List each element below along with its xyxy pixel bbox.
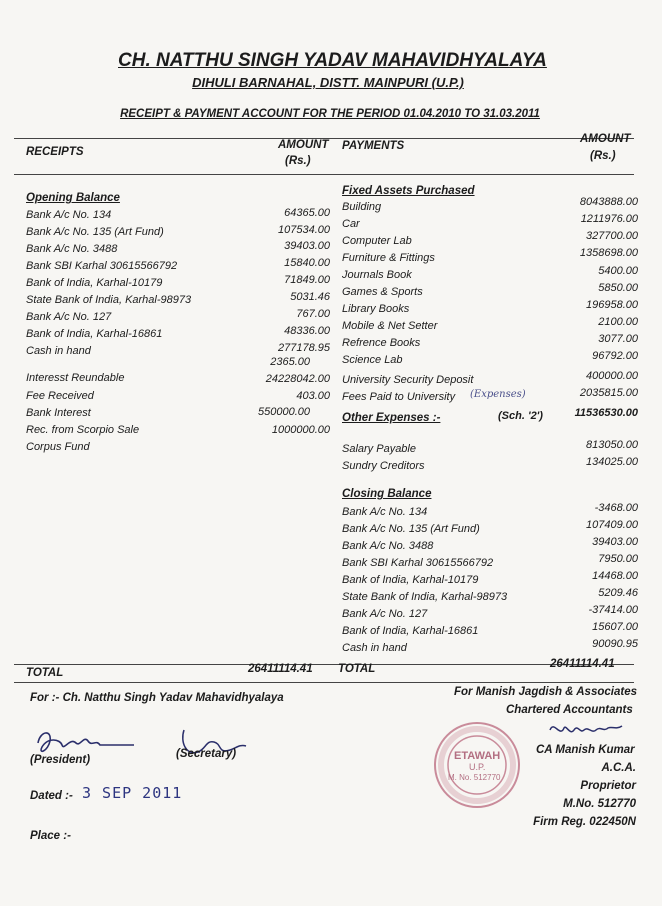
receipt-label: Bank of India, Karhal-16861 [26,328,163,340]
closing-label: Cash in hand [342,642,407,654]
payments-amount-header: AMOUNT [580,133,631,145]
schedule-ref: (Sch. '2') [498,410,543,422]
receipt-amount: 48336.00 [284,325,330,337]
receipt-label: Bank of India, Karhal-10179 [26,277,163,289]
payment-amount: 2035815.00 [579,387,638,399]
payment-amount: 327700.00 [586,230,638,242]
payment-amount: 1358698.00 [579,247,638,259]
closing-label: Bank A/c No. 127 [342,608,428,620]
closing-label: Bank of India, Karhal-10179 [342,574,479,586]
total-amount-right: 26411114.41 [550,658,615,670]
receipt-label: Bank A/c No. 135 (Art Fund) [26,226,164,238]
receipt-label: Bank Interest [26,407,91,419]
payment-amount: 5400.00 [598,265,638,277]
payment-amount: 813050.00 [586,439,638,451]
closing-amount: 7950.00 [598,553,638,565]
stamp-mno: M. No. 512770 [448,773,501,782]
payment-label: Salary Payable [342,443,416,455]
handwritten-note: (Expenses) [470,389,526,400]
closing-amount: -37414.00 [588,604,638,616]
opening-balance-heading: Opening Balance [26,192,120,204]
receipt-label: Interesst Reundable [26,372,125,384]
receipt-label: Bank SBI Karhal 30615566792 [26,260,178,272]
closing-amount: 107409.00 [586,519,638,531]
ca-role: Proprietor [580,780,636,792]
firm-registration: Firm Reg. 022450N [533,816,636,828]
closing-amount: 5209.46 [598,587,638,599]
total-bottom-rule [14,682,634,683]
closing-amount: -3468.00 [594,502,638,514]
ca-name: CA Manish Kumar [536,744,635,756]
payment-amount: 3077.00 [598,333,638,345]
receipts-rs-header: (Rs.) [285,155,311,167]
closing-label: Bank SBI Karhal 30615566792 [342,557,494,569]
other-expenses-heading: Other Expenses :- [342,412,441,424]
ca-qualification: A.C.A. [601,762,636,774]
college-name: CH. NATTHU SINGH YADAV MAHAVIDHYALAYA [118,50,547,71]
payment-label: Car [342,218,360,230]
payment-amount: 196958.00 [586,299,638,311]
receipt-label: State Bank of India, Karhal-98973 [26,294,192,306]
receipts-column-header: RECEIPTS [26,146,84,158]
receipt-label: Fee Received [26,390,94,402]
receipt-label: Cash in hand [26,345,91,357]
payment-label: Mobile & Net Setter [342,320,438,332]
closing-amount: 39403.00 [592,536,638,548]
for-firm-label: For Manish Jagdish & Associates [454,686,637,698]
payment-amount: 2100.00 [598,316,638,328]
receipt-amount: 15840.00 [284,257,330,269]
total-label-right: TOTAL [338,663,376,675]
receipt-amount: 107534.00 [278,224,330,236]
payment-label: Building [342,201,382,213]
receipt-label: Corpus Fund [26,441,90,453]
dated-label: Dated :- [30,790,73,802]
fixed-assets-heading: Fixed Assets Purchased [342,185,475,197]
payment-label: Games & Sports [342,286,423,298]
closing-amount: 15607.00 [592,621,638,633]
closing-label: Bank A/c No. 3488 [342,540,434,552]
payment-label: Furniture & Fittings [342,252,435,264]
receipt-label: Bank A/c No. 3488 [26,243,118,255]
receipt-amount: 64365.00 [284,207,330,219]
receipt-label: Bank A/c No. 134 [26,209,112,221]
payments-column-header: PAYMENTS [342,140,405,152]
payment-amount: 5850.00 [598,282,638,294]
secretary-label: (Secretary) [176,748,237,760]
receipt-amount: 5031.46 [290,291,330,303]
closing-label: State Bank of India, Karhal-98973 [342,591,508,603]
total-amount-left: 26411114.41 [248,663,313,675]
closing-amount: 90090.95 [592,638,638,650]
college-address: DIHULI BARNAHAL, DISTT. MAINPURI (U.P.) [192,75,464,90]
ca-seal-stamp [432,720,522,810]
payment-label: Journals Book [342,269,412,281]
closing-label: Bank A/c No. 135 (Art Fund) [342,523,480,535]
payment-label: Refrence Books [342,337,421,349]
receipt-amount: 550000.00 [258,406,310,418]
president-label: (President) [30,754,91,766]
firm-type: Chartered Accountants [506,704,633,716]
payment-label: Library Books [342,303,410,315]
payment-label: Computer Lab [342,235,412,247]
receipt-amount: 2365.00 [270,356,310,368]
place-label: Place :- [30,830,71,842]
total-label-left: TOTAL [26,667,64,679]
payment-amount: 96792.00 [592,350,638,362]
ca-membership: M.No. 512770 [563,798,636,810]
closing-amount: 14468.00 [592,570,638,582]
payment-label: Science Lab [342,354,403,366]
payment-amount: 400000.00 [586,370,638,382]
stamp-city: ETAWAH [454,750,501,762]
receipt-amount: 39403.00 [284,240,330,252]
payment-amount: 8043888.00 [579,196,638,208]
payment-label: University Security Deposit [342,374,474,386]
receipt-amount: 277178.95 [278,342,330,354]
total-top-rule [14,664,634,665]
receipt-label: Rec. from Scorpio Sale [26,424,140,436]
for-college-label: For :- Ch. Natthu Singh Yadav Mahavidhyalaya [30,692,284,704]
statement-title: RECEIPT & PAYMENT ACCOUNT FOR THE PERIOD 01.04.2010 TO 31.03.2011 [120,108,540,120]
closing-balance-heading: Closing Balance [342,488,432,500]
payment-label: Fees Paid to University [342,391,456,403]
receipt-amount: 403.00 [296,390,330,402]
payment-amount: 11536530.00 [574,407,638,419]
header-bottom-rule [14,174,634,175]
payment-amount: 134025.00 [586,456,638,468]
ca-signature [546,716,626,742]
dated-stamp: 3 SEP 2011 [82,784,183,802]
receipt-amount: 71849.00 [284,274,330,286]
closing-label: Bank A/c No. 134 [342,506,428,518]
receipt-label: Bank A/c No. 127 [26,311,112,323]
receipts-amount-header: AMOUNT [278,139,329,151]
payment-amount: 1211976.00 [580,213,638,225]
receipt-amount: 1000000.00 [271,424,330,436]
stamp-state: U.P. [469,762,486,772]
receipt-amount: 767.00 [296,308,330,320]
closing-label: Bank of India, Karhal-16861 [342,625,479,637]
payments-rs-header: (Rs.) [590,150,616,162]
payment-label: Sundry Creditors [342,460,425,472]
receipt-amount: 24228042.00 [265,373,330,385]
